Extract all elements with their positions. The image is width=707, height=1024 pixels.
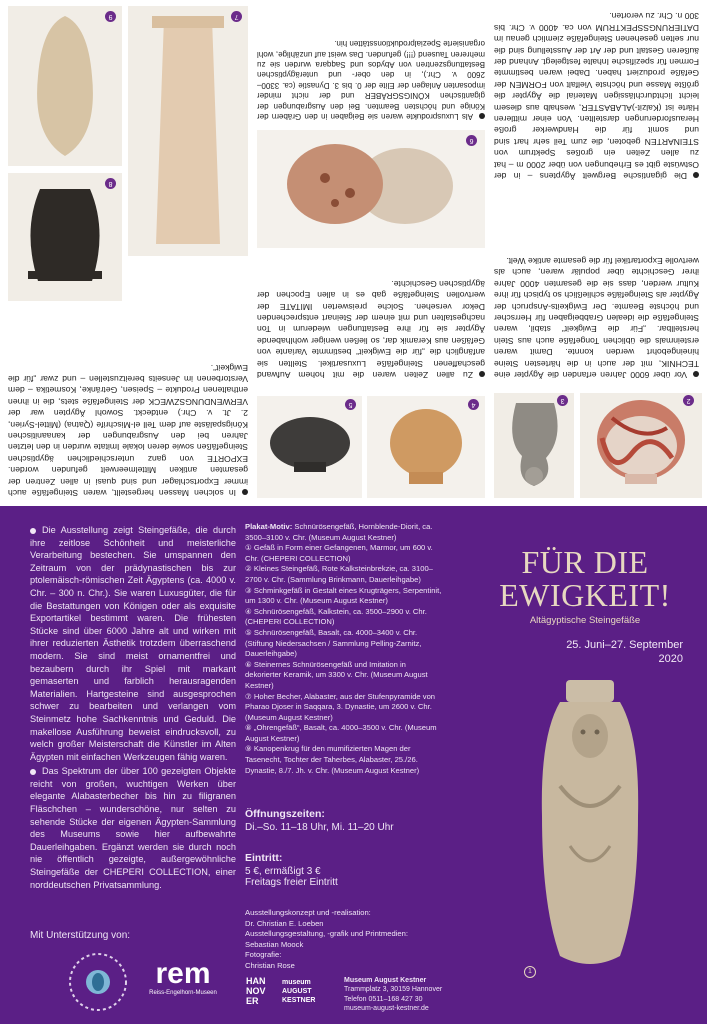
purple-flyer-panel — [0, 506, 707, 1024]
exhibition-title — [475, 546, 695, 612]
credits — [245, 908, 445, 972]
poster-info — [245, 522, 443, 776]
museum-name: Museum August Kestner — [344, 977, 427, 984]
motif-label: Plakat-Motiv: — [245, 522, 293, 531]
exhibition-dates — [475, 638, 683, 666]
credit-line: Christian Rose — [245, 960, 295, 970]
credit-line: Fotografie: — [245, 950, 282, 960]
credit-line: Ausstellungskonzept und -realisation: — [245, 908, 371, 917]
ear-vessel-icon — [8, 173, 122, 301]
photo-4-limestone-vessel — [367, 396, 485, 498]
photo-number: 6 — [466, 135, 477, 146]
admission-line2: Freitags freier Eintritt — [245, 877, 338, 888]
museum-kestner-logo: museum AUGUST KESTNER — [282, 979, 316, 1004]
title-line-1: FÜR DIE — [521, 544, 649, 580]
museum-address — [344, 976, 454, 1014]
hannover-logo: HAN NOV ER — [246, 976, 266, 1006]
upside-down-panel — [0, 0, 707, 506]
admission — [245, 852, 445, 888]
text-column-5: Als Luxusprodukte waren sie Beigaben in den Gräbern der Könige und höchsten Beamten. Bei den Ausgrabungen der gigantischen KÖNIGSGRÄBER und der nicht minder imposanten Anlagen der Elite der 0. bis 3. Dynastie (ca. 3300–2600 v. Chr.), in den ober- und unterägyptischen Bestattungszentren von Abydos und Saqqara wurden sie zu mehreren Tausend (!!!) gefunden. Das weist auf unzählige, wohl organisierte Spezialproduktionsstätten hin. — [257, 39, 485, 121]
bullet-icon — [30, 528, 36, 534]
bullet-icon — [30, 769, 36, 775]
motif-text: Schnürösengefäß, Hornblende-Diorit, ca. 3500–3100 v. Chr. (Museum August Kestner) — [245, 522, 433, 542]
credit-line: Ausstellungsgestaltung, -grafik und Printmedien: — [245, 929, 408, 939]
rem-logo-text: rem — [155, 957, 211, 990]
bullet-icon — [693, 172, 699, 178]
text-column-2: Zu allen Zeiten waren die mit hohem Aufwand geschaffenen Steingefäße Luxusartikel. Stellten sie anfänglich die „für die Ewigkeit“ bestimmte Variante von Gefäßen aus Keramik dar, so ließen weniger wohlhabende Ägypter sie für ihre Bestattungen wiederum in Ton nachgestalten und mit einem der Steinart entsprechenden Dekor versehen. Solche preiswerten IMITATE der wertvollen Steingefäße gab es in allen Epochen der ägyptischen Geschichte. — [257, 278, 485, 380]
photo-8-ear-vessel — [8, 173, 122, 301]
photo-3-jug-bearer — [494, 393, 574, 498]
cover-number: 1 — [524, 966, 536, 978]
poster-item: ⑨ Kanopenkrug für den mumifizierten Magen der Tasenecht, Tochter der Taherbes, Alabaster, 25./26. Dynastie, 8./7. Jh. v. Chr. (Museum August Kestner) — [245, 744, 420, 775]
bullet-icon — [693, 371, 699, 377]
text-column-4: Die gigantische Bergwelt Ägyptens – in der Ostwüste gibt es Erhebungen von über 2000 m – hat zu allen Zeiten ein großes Spektrum von STEINARTEN geboten, die zum Teil sehr hart sind und somit für die Handwerker große Herausforderungen darstellten. Von einer mittleren Härte ist (Kalzit-)ALABASTER, weshalb aus diesem leicht lichtdurchlässigen Material die Ägypter die größte Masse und höchste Vielfalt von FORMEN der Gefäße produziert haben. Dabei waren bestimmte Formen für spezifische Inhalte festgelegt. Anhand der äußeren Gestalt und der Art der Ausstellung sind die nur selten gesehenen Steingefäße ziemlich genau im DATIERUNGSSPEKTRUM von ca. 4000 v. Chr. bis 300 n. Chr. zu verorten. — [494, 11, 699, 181]
photo-5-basalt-vessel — [257, 396, 362, 498]
cheperi-logo-icon — [66, 950, 130, 1014]
photo-number: 2 — [683, 395, 694, 406]
intro-text: Die Ausstellung zeigt Steingefäße, die durch ihre zeitlose Schönheit und meisterliche Verarbeitung bestechen. Sie umspannen den Zeitraum von der prädynastischen bis zur ptolemäisch-römischen Zeit Ägyptens (ca. 4000 v. Chr. – 300 n. Chr.). Sie waren Luxusgüter, die für die Bestattungen von Königen oder als exquisite Exportartikel bestimmt waren. Die frühesten Stücke sind über 6000 Jahre alt und wirken mit ihrer reduzierten Ästhetik trotzdem überraschend modern. Sie sind meist ornamentfrei und bezaubern durch ihr Spiel mit markant gemaserten und farblich herausragenden Materialien. Hartgesteine sind ausgesprochen schwer zu bearbeiten und verlangen vom Steinmetz hohe Sachkenntnis und Geduld. Die makellose Ausführung beweist eindrucksvoll, zu welch großer Meisterschaft die Künstler im Alten Ägypten mit einfachen Werkzeugen fähig waren. Das Spektrum der über 100 gezeigten Objekte reicht von großen, wuchtigen Werken über elegante Alabasterbecher bis hin zu filigranen Fläschchen – wunderschöne, nur selten zu sehende Stücke der eigenen Ägypten-Sammlung des Museums sowie hier aufbewahrte Dauerleihgaben. Ergänzt werden sie durch noch nie öffentlich gezeigte, außergewöhnliche Steingefäße der CHEPERI COLLECTION, einer norddeutschen Privatsammlung. — [30, 525, 236, 890]
rotated-content — [0, 0, 707, 506]
date-range: 25. Juni–27. September — [566, 639, 683, 651]
photo-6-vessel-and-imitation — [257, 130, 485, 248]
text-column-3: In solchen Massen hergestellt, waren Steingefäße auch immer Exportschlager und sind quasi in allen Zentren der gesamten antiken Mittelmeerwelt gefunden worden. EXPORTE von ganz unterschiedlichen ägyptischen Steingefäßen sowie deren lokale Imitate wurden in den letzten Jahren bei den Ausgrabungen der kanaanitischen Königspaläste auf dem Tell el-Mischrife (Qatna) (Mittel-Syrien, 2. Jt. v. Chr.) entdeckt. Sowohl Ägypten war der VERWENDUNGSZWECK der Steingefäße stets, die in ihnen enthaltenen Produkte – Speisen, Getränke, Kosmetika – dem Verstorbenen im Jenseits bereitzustellen – und zwar „für die Ewigkeit“. — [8, 362, 248, 498]
poster-item: ⑦ Hoher Becher, Alabaster, aus der Stufenpyramide von Pharao Djoser in Saqqara, 3. Dynastie, um 2600 v. Chr. (Museum August Kestner) — [245, 691, 436, 722]
photo-number: 7 — [231, 11, 242, 22]
credit-line: Dr. Christian E. Loeben — [245, 918, 324, 928]
limestone-vessel-icon — [367, 396, 485, 498]
support-label: Mit Unterstützung von: — [30, 930, 131, 941]
photo-number: 9 — [105, 11, 116, 22]
alabaster-beaker-icon — [128, 6, 248, 256]
text-column-1: Vor über 6000 Jahren erfanden die Ägypter eine TECHNIK, mit der auch in die härtesten Steine hineingebohrt werden konnte. Damit waren ersteinmals die üblichen Tongefäße auch aus Stein herstellbar. „Für die Ewigkeit“ stabil, waren Steingefäße die idealen Grabbeigaben für Herrscher und höchste Beamte. Der Ewigkeits-Anspruch der Ägypter als Steingefäße schließlich so typisch für ihre Kultur werden, dass sie die gesamten 4000 Jahre ihrer Geschichte über populär waren, auch als wertvolle Exportartikel für die gesamte antike Welt. — [494, 255, 699, 380]
poster-item: ① Gefäß in Form einer Gefangenen, Marmor, um 600 v. Chr. (CHEPERI COLLECTION) — [245, 543, 433, 563]
cover-vessel-image — [520, 676, 660, 976]
hours-text: Di.–So. 11–18 Uhr, Mi. 11–20 Uhr — [245, 822, 394, 833]
admission-label: Eintritt: — [245, 852, 283, 864]
canopic-jar-icon — [8, 6, 122, 166]
photo-9-canopic-jar — [8, 6, 122, 166]
opening-hours — [245, 808, 445, 833]
rem-logo-subtitle: Reiss-Engelhorn-Museen — [149, 990, 217, 996]
admission-line1: 5 €, ermäßigt 3 € — [245, 866, 321, 877]
title-line-2: EWIGKEIT! — [499, 577, 671, 613]
jug-bearer-icon — [494, 393, 574, 498]
vessel-pair-icon — [257, 130, 485, 248]
photo-number: 8 — [105, 178, 116, 189]
museum-web: museum-august-kestner.de — [344, 1005, 429, 1013]
bullet-icon — [479, 113, 485, 119]
breccia-vessel-icon — [580, 393, 702, 498]
poster-item: ④ Schnürösengefäß, Kalkstein, ca. 3500–2900 v. Chr. (CHEPERI COLLECTION) — [245, 606, 427, 627]
bullet-icon — [479, 371, 485, 377]
basalt-vessel-icon — [257, 396, 362, 498]
credit-line: Sebastian Moock — [245, 939, 304, 949]
photo-number: 4 — [468, 399, 479, 410]
rem-logo — [138, 958, 228, 1008]
photo-7-alabaster-beaker — [128, 6, 248, 256]
bullet-icon — [242, 489, 248, 495]
exhibition-subtitle: Altägyptische Steingefäße — [529, 615, 641, 626]
poster-item: ② Kleines Steingefäß, Rote Kalksteinbrekzie, ca. 3100–2700 v. Chr. (Sammlung Brinkmann, Dauerleihgabe) — [245, 564, 433, 584]
date-year: 2020 — [658, 653, 683, 665]
poster-item: ⑧ „Ohrengefäß“, Basalt, ca. 4000–3500 v. Chr. (Museum August Kestner) — [245, 723, 437, 743]
hours-label: Öffnungszeiten: — [245, 808, 325, 820]
photo-number: 3 — [557, 395, 568, 406]
cheperi-logo — [66, 950, 130, 1014]
museum-street: Trammplatz 3, 30159 Hannover — [344, 986, 443, 994]
captive-vessel-icon — [520, 676, 660, 976]
photo-2-breccia-vessel — [580, 393, 702, 498]
photo-number: 5 — [345, 399, 356, 410]
museum-phone: Telefon 0511–168 427 30 — [344, 995, 423, 1003]
poster-item: ③ Schminkgefäß in Gestalt eines Krugträgers, Serpentinit, um 1300 v. Chr. (Museum August Kestner) — [245, 585, 442, 606]
poster-item: ⑥ Steinernes Schnürösengefäß und Imitation in dekorierter Keramik, um 3300 v. Chr. (Museum August Kestner) — [245, 659, 428, 690]
poster-item: ⑤ Schnürösengefäß, Basalt, ca. 4000–3400 v. Chr. (Stiftung Niedersachsen / Sammlung Pelling-Zarnitz, Dauerleihgabe) — [245, 627, 422, 659]
